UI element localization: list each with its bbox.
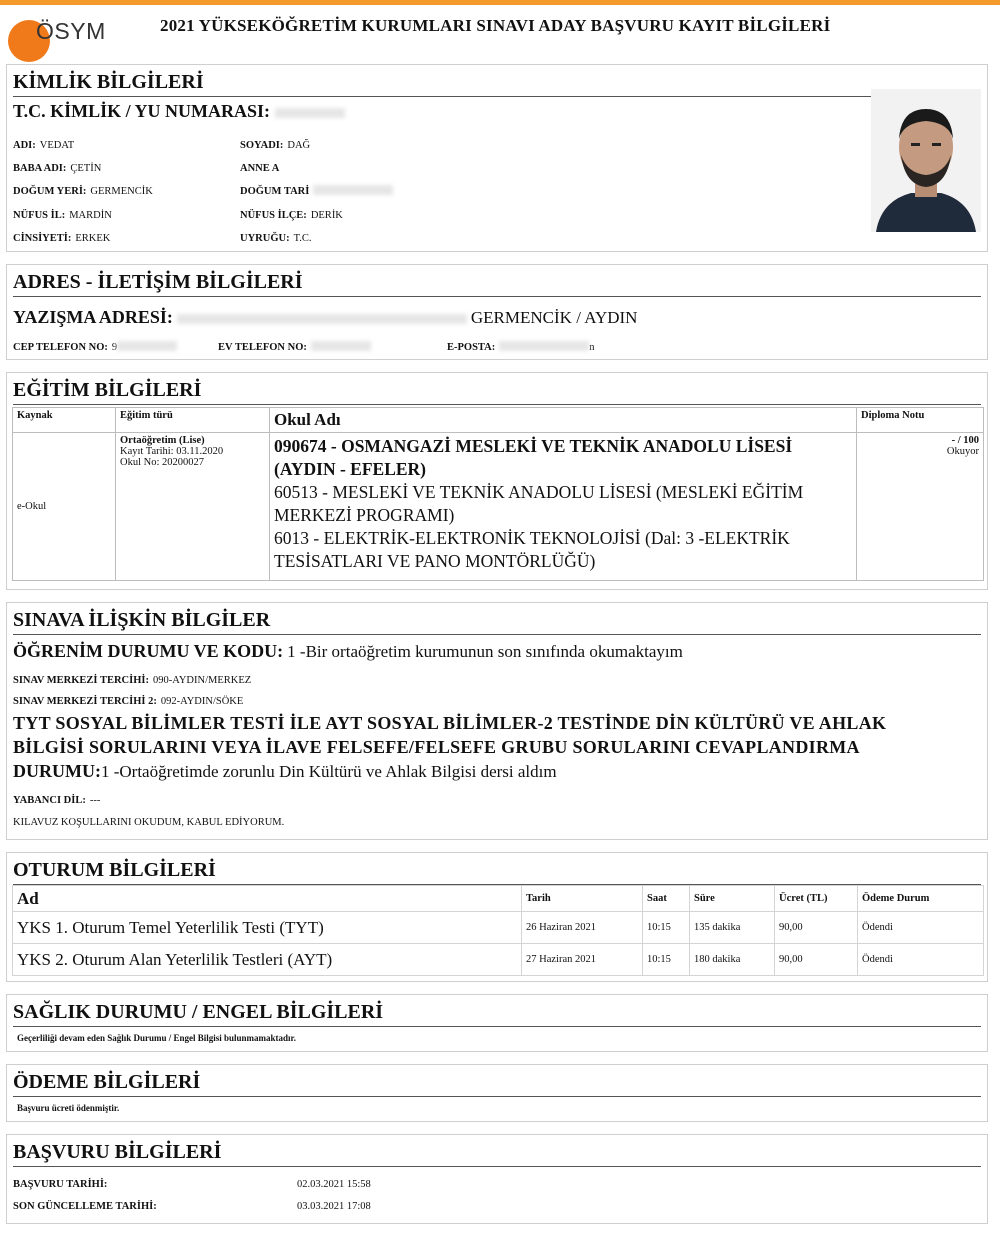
kilavuz-onay: KILAVUZ KOŞULLARINI OKUDUM, KABUL EDİYORUM. bbox=[13, 817, 285, 828]
col-tarih: Tarih bbox=[522, 886, 643, 912]
sinav-section bbox=[6, 602, 988, 840]
guncelleme-label: SON GÜNCELLEME TARİHİ: bbox=[13, 1201, 157, 1212]
adres-title: ADRES - İLETİŞİM BİLGİLERİ bbox=[13, 271, 981, 297]
top-accent-bar bbox=[0, 0, 1000, 5]
field-adi: ADI: VEDAT bbox=[13, 140, 75, 151]
oturum-table bbox=[12, 885, 984, 976]
sinav-title: SINAVA İLİŞKİN BİLGİLER bbox=[13, 609, 981, 635]
oturum-row: YKS 2. Oturum Alan Yeterlilik Testleri (AYT) 27 Haziran 2021 10:15 180 dakika 90,00 Ödendi bbox=[13, 944, 984, 976]
kimlik-title: KİMLİK BİLGİLERİ bbox=[13, 71, 981, 97]
din-kulturu-line-2: BİLGİSİ SORULARINI VEYA İLAVE FELSEFE/FELSEFE GRUBU SORULARINI CEVAPLANDIRMA bbox=[13, 737, 860, 757]
sinav-merkezi-1: SINAV MERKEZİ TERCİHİ: 090-AYDIN/MERKEZ bbox=[13, 675, 252, 686]
tc-redacted bbox=[275, 108, 345, 118]
egitim-header-row bbox=[13, 408, 984, 433]
cell-diploma: - / 100 Okuyor bbox=[857, 433, 984, 581]
oturum-row: YKS 1. Oturum Temel Yeterlilik Testi (TYT) 26 Haziran 2021 10:15 135 dakika 90,00 Ödendi bbox=[13, 912, 984, 944]
odeme-text: Başvuru ücreti ödenmiştir. bbox=[17, 1103, 120, 1113]
cep-telefon: CEP TELEFON NO: 9 bbox=[13, 337, 177, 355]
document-title: 2021 YÜKSEKÖĞRETİM KURUMLARI SINAVI ADAY BAŞVURU KAYIT BİLGİLERİ bbox=[160, 16, 831, 35]
sinav-merkezi-2: SINAV MERKEZİ TERCİHİ 2: 092-AYDIN/SÖKE bbox=[13, 696, 244, 707]
col-odeme: Ödeme Durum bbox=[858, 886, 984, 912]
col-okul-adi: Okul Adı bbox=[270, 408, 857, 433]
field-anne: ANNE A bbox=[240, 163, 280, 174]
basvuru-title: BAŞVURU BİLGİLERİ bbox=[13, 1141, 981, 1167]
osym-logo bbox=[8, 12, 108, 60]
oturum-section bbox=[6, 852, 988, 982]
field-dogum-tarihi: DOĞUM TARİ bbox=[240, 181, 393, 199]
col-ucret: Ücret (TL) bbox=[775, 886, 858, 912]
ogrenim-durumu: ÖĞRENİM DURUMU VE KODU: 1 -Bir ortaöğretim kurumunun son sınıfında okumaktayım bbox=[13, 641, 683, 661]
yazisma-adresi: YAZIŞMA ADRESİ: GERMENCİK / AYDIN bbox=[13, 307, 638, 327]
field-soyadi: SOYADI: DAĞ bbox=[240, 140, 311, 151]
cell-egitim-turu: Ortaöğretim (Lise) Kayıt Tarihi: 03.11.2020 Okul No: 20200027 bbox=[116, 433, 270, 581]
person-photo-icon bbox=[871, 89, 981, 232]
eposta: E-POSTA: n bbox=[447, 342, 595, 353]
col-saat: Saat bbox=[643, 886, 690, 912]
saglik-section bbox=[6, 994, 988, 1052]
col-egitim-turu: Eğitim türü bbox=[116, 408, 270, 433]
col-sure: Süre bbox=[690, 886, 775, 912]
field-uyrugu: UYRUĞU: T.C. bbox=[240, 233, 312, 244]
kimlik-section bbox=[6, 64, 988, 252]
field-nufus-il: NÜFUS İL: MARDİN bbox=[13, 210, 112, 221]
yabanci-dil: YABANCI DİL: --- bbox=[13, 795, 101, 806]
applicant-photo bbox=[871, 89, 981, 232]
field-nufus-ilce: NÜFUS İLÇE: DERİK bbox=[240, 210, 343, 221]
egitim-section bbox=[6, 372, 988, 590]
field-cinsiyet: CİNSİYETİ: ERKEK bbox=[13, 233, 111, 244]
cell-kaynak: e-Okul bbox=[13, 433, 116, 581]
col-ad: Ad bbox=[13, 886, 522, 912]
egitim-row bbox=[13, 433, 984, 581]
saglik-text: Geçerliliği devam eden Sağlık Durumu / Engel Bilgisi bulunmamaktadır. bbox=[17, 1033, 296, 1043]
odeme-section bbox=[6, 1064, 988, 1122]
odeme-title: ÖDEME BİLGİLERİ bbox=[13, 1071, 981, 1097]
basvuru-tarihi-label: BAŞVURU TARİHİ: bbox=[13, 1179, 108, 1190]
field-dogum-yeri: DOĞUM YERİ: GERMENCİK bbox=[13, 186, 153, 197]
oturum-header-row bbox=[13, 886, 984, 912]
address-redacted bbox=[177, 314, 467, 324]
field-baba: BABA ADI: ÇETİN bbox=[13, 163, 102, 174]
col-kaynak: Kaynak bbox=[13, 408, 116, 433]
egitim-table bbox=[12, 407, 984, 581]
guncelleme-value: 03.03.2021 17:08 bbox=[297, 1201, 371, 1212]
ev-telefon: EV TELEFON NO: bbox=[218, 337, 371, 355]
cell-okul-adi: 090674 - OSMANGAZİ MESLEKİ VE TEKNİK ANADOLU LİSESİ (AYDIN - EFELER) 60513 - MESLEKİ VE TEKNİK ANADOLU LİSESİ (MESLEKİ EĞİTİM MERKEZİ PROGRAMI) 6013 - ELEKTRİK-ELEKTRONİK TEKNOLOJİSİ (Dal: 3 -ELEKTRİK TESİSATLARI VE PANO MONTÖRLÜĞÜ) bbox=[270, 433, 857, 581]
adres-section bbox=[6, 264, 988, 360]
egitim-title: EĞİTİM BİLGİLERİ bbox=[13, 379, 981, 405]
din-kulturu-durumu: DURUMU:1 -Ortaöğretimde zorunlu Din Kültürü ve Ahlak Bilgisi dersi aldım bbox=[13, 761, 557, 781]
col-diploma-notu: Diploma Notu bbox=[857, 408, 984, 433]
oturum-title: OTURUM BİLGİLERİ bbox=[13, 859, 981, 885]
basvuru-section bbox=[6, 1134, 988, 1224]
saglik-title: SAĞLIK DURUMU / ENGEL BİLGİLERİ bbox=[13, 1001, 981, 1027]
din-kulturu-line-1: TYT SOSYAL BİLİMLER TESTİ İLE AYT SOSYAL BİLİMLER-2 TESTİNDE DİN KÜLTÜRÜ VE AHLAK bbox=[13, 713, 887, 733]
basvuru-tarihi-value: 02.03.2021 15:58 bbox=[297, 1179, 371, 1190]
tc-label: T.C. KİMLİK / YU NUMARASI: bbox=[13, 101, 345, 122]
logo-text: ÖSYM bbox=[36, 18, 106, 44]
